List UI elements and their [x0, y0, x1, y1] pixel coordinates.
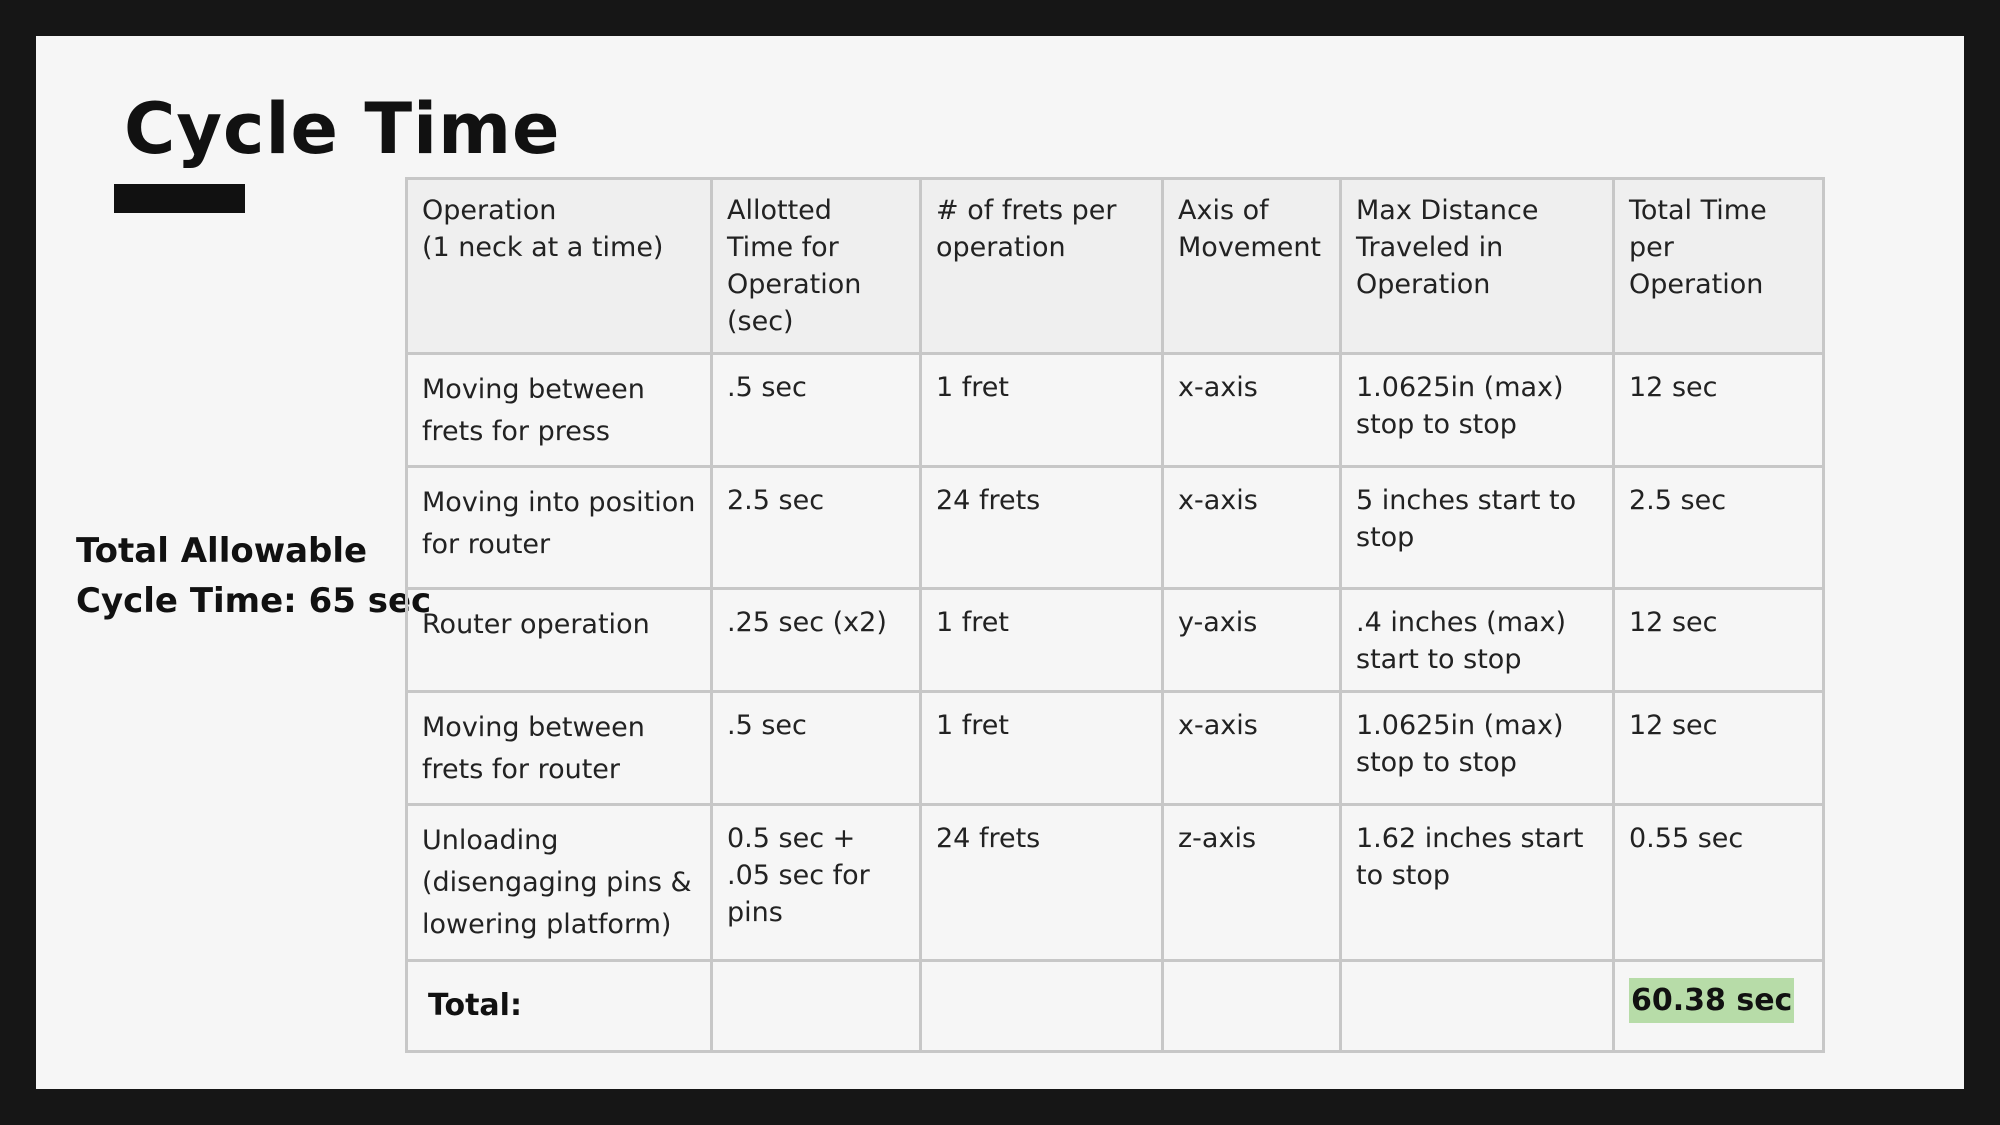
table-row [407, 589, 1824, 692]
cell-operation: Moving into position for router [407, 467, 712, 589]
cell-allotted-time: .5 sec [712, 354, 921, 467]
total-value-highlight: 60.38 sec [1629, 978, 1794, 1023]
cell-axis: x-axis [1163, 354, 1341, 467]
cell-frets: 24 frets [921, 467, 1163, 589]
table-header-row [407, 179, 1824, 354]
table-total-row [407, 961, 1824, 1052]
table-row [407, 354, 1824, 467]
cell-frets: 1 fret [921, 692, 1163, 805]
cell-frets: 1 fret [921, 589, 1163, 692]
cell-allotted-time: .5 sec [712, 692, 921, 805]
cell-axis: x-axis [1163, 692, 1341, 805]
cell-axis: y-axis [1163, 589, 1341, 692]
total-allowable-cycle-time [76, 526, 456, 626]
header-total-time: Total Time per Operation [1614, 179, 1824, 354]
total-value-cell [1614, 961, 1824, 1052]
cell-operation: Moving between frets for press [407, 354, 712, 467]
cell-allotted-time: 0.5 sec + .05 sec for pins [712, 805, 921, 961]
allowable-line-1: Total Allowable [76, 531, 368, 571]
cell-max-distance: .4 inches (max) start to stop [1341, 589, 1614, 692]
total-empty-cell [1341, 961, 1614, 1052]
allowable-line-2: Cycle Time: 65 sec [76, 581, 432, 621]
slide-title: Cycle Time [124, 88, 561, 170]
total-empty-cell [712, 961, 921, 1052]
cell-allotted-time: 2.5 sec [712, 467, 921, 589]
header-axis-of-movement: Axis of Movement [1163, 179, 1341, 354]
cell-max-distance: 5 inches start to stop [1341, 467, 1614, 589]
cell-total-time: 12 sec [1614, 354, 1824, 467]
cycle-time-table [405, 177, 1825, 1053]
cell-frets: 24 frets [921, 805, 1163, 961]
total-empty-cell [921, 961, 1163, 1052]
cell-total-time: 12 sec [1614, 692, 1824, 805]
header-frets-per-operation: # of frets per operation [921, 179, 1163, 354]
cell-max-distance: 1.0625in (max) stop to stop [1341, 354, 1614, 467]
cell-max-distance: 1.62 inches start to stop [1341, 805, 1614, 961]
cell-max-distance: 1.0625in (max) stop to stop [1341, 692, 1614, 805]
header-max-distance: Max Distance Traveled in Operation [1341, 179, 1614, 354]
cell-total-time: 2.5 sec [1614, 467, 1824, 589]
cell-frets: 1 fret [921, 354, 1163, 467]
cell-axis: x-axis [1163, 467, 1341, 589]
cell-operation: Router operation [407, 589, 712, 692]
table-row [407, 692, 1824, 805]
total-label: Total: [428, 988, 522, 1023]
header-allotted-time: Allotted Time for Operation (sec) [712, 179, 921, 354]
total-empty-cell [1163, 961, 1341, 1052]
cell-total-time: 12 sec [1614, 589, 1824, 692]
table-row [407, 805, 1824, 961]
title-underline-bar [114, 184, 245, 213]
cell-operation: Unloading (disengaging pins & lowering platform) [407, 805, 712, 961]
cell-allotted-time: .25 sec (x2) [712, 589, 921, 692]
header-operation: Operation (1 neck at a time) [407, 179, 712, 354]
cell-total-time: 0.55 sec [1614, 805, 1824, 961]
total-label-cell [407, 961, 712, 1052]
cell-operation: Moving between frets for router [407, 692, 712, 805]
cell-axis: z-axis [1163, 805, 1341, 961]
table-row [407, 467, 1824, 589]
